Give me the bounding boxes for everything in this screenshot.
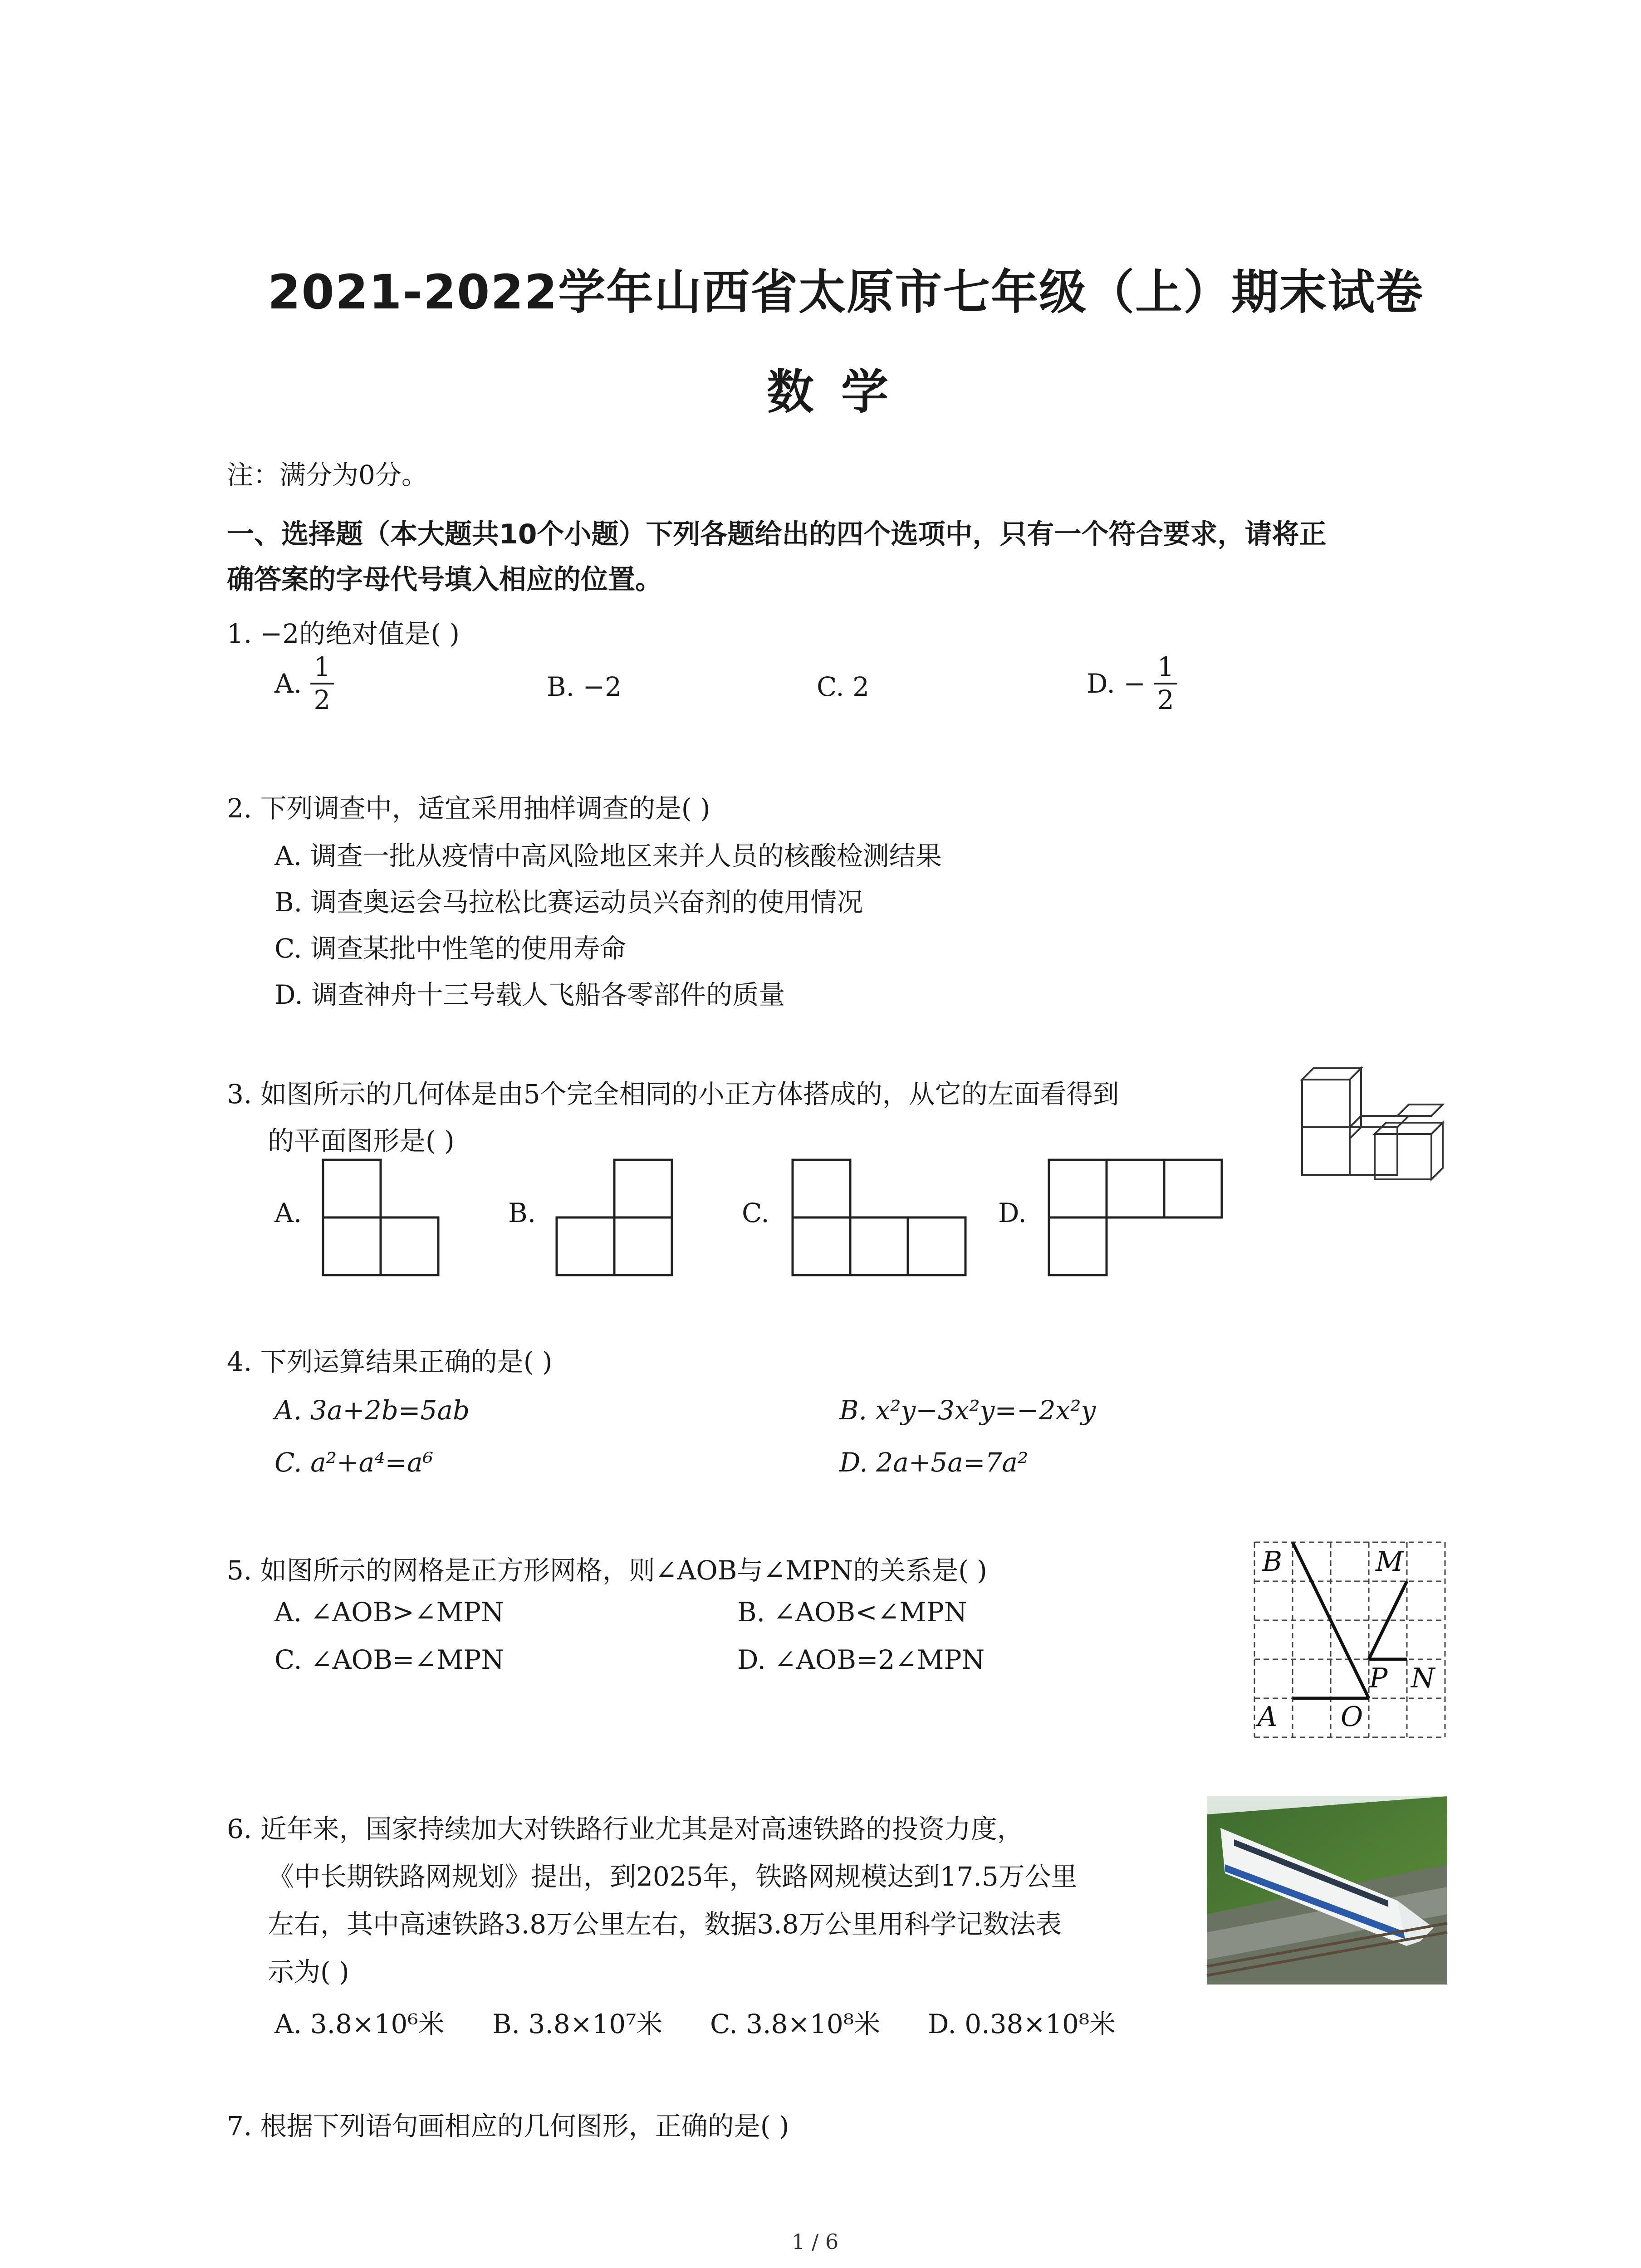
q6-option-a[interactable]: A. 3.8×10⁶米 <box>274 2009 445 2039</box>
subject-title: 数学 <box>767 364 916 420</box>
q1-option-c[interactable]: C. 2 <box>817 671 870 702</box>
section-heading-line1: 一、选择题（本大题共10个小题）下列各题给出的四个选项中，只有一个符合要求，请将正 <box>227 518 1327 550</box>
q3-option-b-figure <box>556 1159 674 1277</box>
high-speed-train-photo <box>1207 1796 1447 1984</box>
q5-label-p: P <box>1369 1662 1388 1694</box>
q3-stem-line2: 的平面图形是( ) <box>268 1125 455 1156</box>
q5-label-b: B <box>1262 1546 1283 1578</box>
q6-option-b[interactable]: B. 3.8×10⁷米 <box>492 2009 663 2039</box>
q5-option-c[interactable]: C. ∠AOB=∠MPN <box>274 1644 505 1675</box>
q6-option-c[interactable]: C. 3.8×10⁸米 <box>710 2009 881 2039</box>
page-number: 1 / 6 <box>792 2229 839 2254</box>
q3-option-a-label[interactable]: A. <box>274 1198 302 1228</box>
q6-stem-line4: 示为( ) <box>268 1956 349 1987</box>
q2-option-b[interactable]: B. 调查奥运会马拉松比赛运动员兴奋剂的使用情况 <box>274 887 863 918</box>
numerator: 1 <box>314 651 331 682</box>
q3-option-c-label[interactable]: C. <box>742 1198 769 1228</box>
q3-stem-line1: 3. 如图所示的几何体是由5个完全相同的小正方体搭成的，从它的左面看得到 <box>227 1079 1119 1110</box>
exam-title: 2021-2022学年山西省太原市七年级（上）期末试卷 <box>268 264 1424 320</box>
q1-option-a[interactable] <box>274 653 334 714</box>
score-note: 注：满分为0分。 <box>227 459 428 490</box>
q1-option-b[interactable]: B. −2 <box>547 671 622 702</box>
q1-option-d[interactable] <box>1087 653 1177 714</box>
q5-label-n: N <box>1411 1662 1435 1694</box>
q6-option-d[interactable]: D. 0.38×10⁸米 <box>928 2009 1116 2039</box>
q2-option-d[interactable]: D. 调查神舟十三号载人飞船各零部件的质量 <box>274 979 785 1010</box>
q2-stem: 2. 下列调查中，适宜采用抽样调查的是( ) <box>227 793 710 824</box>
q2-option-c[interactable]: C. 调查某批中性笔的使用寿命 <box>274 933 627 964</box>
q4-option-a[interactable]: A. 3a+2b=5ab <box>274 1395 470 1426</box>
q3-option-a-figure <box>322 1159 440 1277</box>
q4-option-b[interactable]: B. x²y−3x²y=−2x²y <box>839 1395 1096 1426</box>
q6-stem-line3: 左右，其中高速铁路3.8万公里左右，数据3.8万公里用科学记数法表 <box>268 1909 1062 1940</box>
q5-stem: 5. 如图所示的网格是正方形网格，则∠AOB与∠MPN的关系是( ) <box>227 1555 987 1586</box>
q3-option-c-figure <box>792 1159 969 1277</box>
q3-option-d-label[interactable]: D. <box>998 1198 1027 1228</box>
q1-option-d-fraction <box>1154 653 1177 714</box>
q7-stem: 7. 根据下列语句画相应的几何图形，正确的是( ) <box>227 2111 789 2141</box>
q3-cube-solid-figure <box>1302 1066 1447 1184</box>
q1-option-a-label: A. <box>274 668 302 699</box>
q5-option-a[interactable]: A. ∠AOB>∠MPN <box>274 1597 504 1628</box>
numerator: 1 <box>1157 651 1174 682</box>
q5-grid-figure <box>1252 1540 1447 1740</box>
q5-option-b[interactable]: B. ∠AOB<∠MPN <box>737 1597 967 1628</box>
q3-option-d-figure <box>1048 1159 1225 1277</box>
q6-stem-line2: 《中长期铁路网规划》提出，到2025年，铁路网规模达到17.5万公里 <box>268 1861 1078 1892</box>
q6-stem-line1: 6. 近年来，国家持续加大对铁路行业尤其是对高速铁路的投资力度， <box>227 1813 1024 1844</box>
q4-stem: 4. 下列运算结果正确的是( ) <box>227 1346 553 1377</box>
q4-option-c[interactable]: C. a²+a⁴=a⁶ <box>274 1447 433 1478</box>
q1-option-d-label: D. − <box>1087 668 1146 699</box>
q4-option-d[interactable]: D. 2a+5a=7a² <box>839 1447 1029 1478</box>
q1-stem: 1. −2的绝对值是( ) <box>227 618 460 649</box>
q5-option-d[interactable]: D. ∠AOB=2∠MPN <box>737 1644 985 1675</box>
denominator: 2 <box>314 684 331 715</box>
section-heading-line2: 确答案的字母代号填入相应的位置。 <box>227 564 662 596</box>
q1-option-a-fraction <box>310 653 334 714</box>
q3-option-b-label[interactable]: B. <box>508 1198 536 1228</box>
q5-label-a: A <box>1258 1701 1278 1733</box>
q2-option-a[interactable]: A. 调查一批从疫情中高风险地区来并人员的核酸检测结果 <box>274 841 942 871</box>
q5-label-o: O <box>1341 1701 1363 1733</box>
denominator: 2 <box>1157 684 1174 715</box>
q5-label-m: M <box>1376 1546 1404 1578</box>
